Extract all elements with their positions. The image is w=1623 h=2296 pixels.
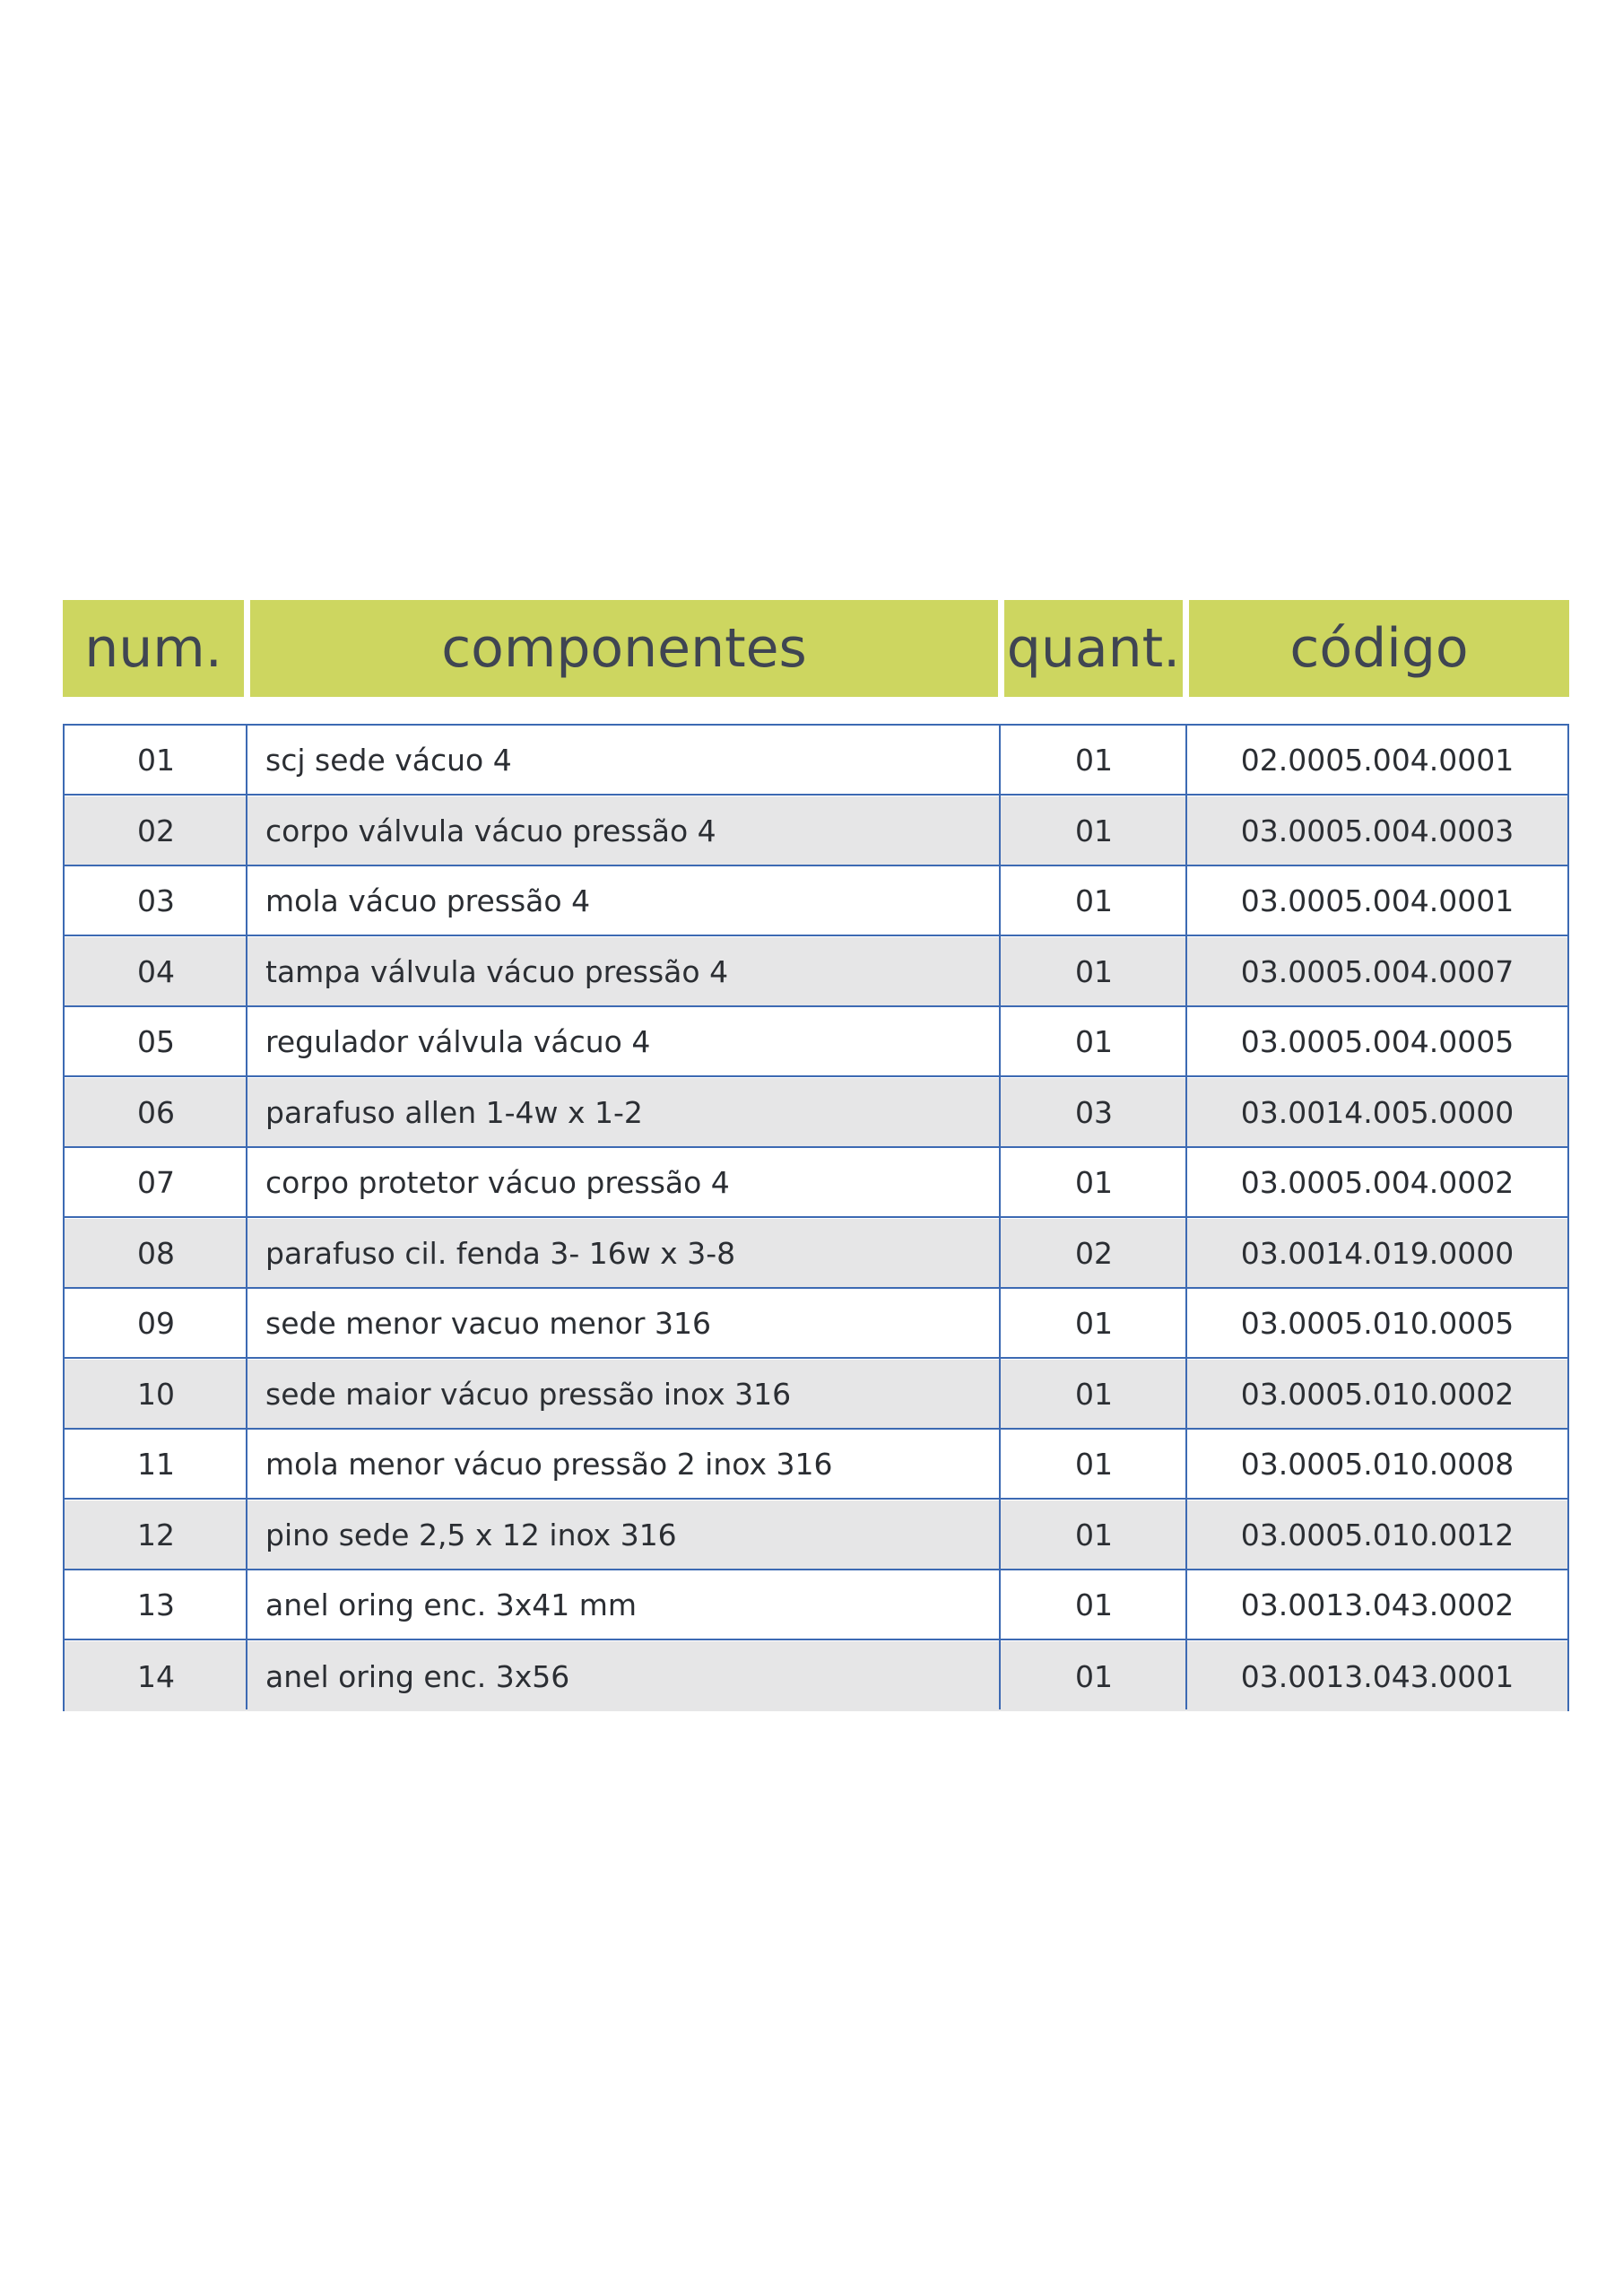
table-row: [65, 1641, 1567, 1711]
row-quantity: 01: [1075, 1376, 1113, 1412]
row-component: parafuso allen 1-4w x 1-2: [265, 1094, 643, 1130]
header-quantity: quant.: [1004, 600, 1183, 697]
row-code: 03.0014.005.0000: [1240, 1094, 1515, 1130]
row-code: 03.0014.019.0000: [1240, 1235, 1515, 1271]
row-component: parafuso cil. fenda 3- 16w x 3-8: [265, 1235, 736, 1271]
row-num: 03: [137, 883, 175, 918]
row-code: 03.0005.010.0008: [1240, 1446, 1515, 1482]
table-row: [65, 1148, 1567, 1218]
row-quantity: 01: [1075, 1446, 1113, 1482]
row-num: 05: [137, 1023, 175, 1059]
row-component: anel oring enc. 3x41 mm: [265, 1587, 638, 1622]
row-num: 01: [137, 742, 175, 778]
table-row: [65, 866, 1567, 936]
row-quantity: 01: [1075, 1023, 1113, 1059]
row-quantity: 01: [1075, 953, 1113, 989]
row-code: 03.0005.010.0012: [1240, 1517, 1515, 1552]
parts-table: [63, 724, 1569, 1711]
row-component: regulador válvula vácuo 4: [265, 1023, 651, 1059]
row-num: 07: [137, 1164, 175, 1200]
column-divider: [246, 726, 247, 1709]
row-component: sede menor vacuo menor 316: [265, 1305, 711, 1341]
table-row: [65, 1219, 1567, 1289]
table-row: [65, 1430, 1567, 1500]
row-quantity: 03: [1075, 1094, 1113, 1130]
row-num: 09: [137, 1305, 175, 1341]
row-code: 03.0005.004.0007: [1240, 953, 1515, 989]
row-quantity: 01: [1075, 742, 1113, 778]
row-num: 11: [137, 1446, 175, 1482]
row-component: sede maior vácuo pressão inox 316: [265, 1376, 792, 1412]
table-row: [65, 1360, 1567, 1430]
row-component: mola menor vácuo pressão 2 inox 316: [265, 1446, 833, 1482]
table-header: [63, 600, 1569, 697]
row-quantity: 01: [1075, 1587, 1113, 1622]
table-row: [65, 1078, 1567, 1148]
table-row: [65, 1500, 1567, 1570]
row-quantity: 01: [1075, 1517, 1113, 1552]
row-num: 12: [137, 1517, 175, 1552]
table-row: [65, 796, 1567, 866]
table-row: [65, 1570, 1567, 1640]
row-quantity: 01: [1075, 813, 1113, 848]
row-code: 03.0005.004.0002: [1240, 1164, 1515, 1200]
header-code: código: [1189, 600, 1569, 697]
row-num: 02: [137, 813, 175, 848]
row-quantity: 01: [1075, 1658, 1113, 1694]
column-divider: [999, 726, 1001, 1709]
row-component: tampa válvula vácuo pressão 4: [265, 953, 729, 989]
table-row: [65, 1007, 1567, 1077]
row-num: 04: [137, 953, 175, 989]
row-num: 08: [137, 1235, 175, 1271]
row-code: 03.0013.043.0001: [1240, 1658, 1515, 1694]
table-row: [65, 1289, 1567, 1359]
header-components: componentes: [250, 600, 998, 697]
column-divider: [1185, 726, 1187, 1709]
row-quantity: 02: [1075, 1235, 1113, 1271]
row-component: scj sede vácuo 4: [265, 742, 512, 778]
row-quantity: 01: [1075, 883, 1113, 918]
row-num: 13: [137, 1587, 175, 1622]
header-num: num.: [63, 600, 244, 697]
row-code: 03.0005.004.0003: [1240, 813, 1515, 848]
row-component: anel oring enc. 3x56: [265, 1658, 570, 1694]
row-quantity: 01: [1075, 1305, 1113, 1341]
row-num: 14: [137, 1658, 175, 1694]
table-row: [65, 937, 1567, 1007]
row-num: 10: [137, 1376, 175, 1412]
table-row: [65, 726, 1567, 796]
row-code: 03.0005.010.0002: [1240, 1376, 1515, 1412]
row-code: 03.0013.043.0002: [1240, 1587, 1515, 1622]
row-component: mola vácuo pressão 4: [265, 883, 591, 918]
row-code: 02.0005.004.0001: [1240, 742, 1515, 778]
row-component: corpo protetor vácuo pressão 4: [265, 1164, 730, 1200]
row-quantity: 01: [1075, 1164, 1113, 1200]
row-num: 06: [137, 1094, 175, 1130]
row-code: 03.0005.010.0005: [1240, 1305, 1515, 1341]
row-component: pino sede 2,5 x 12 inox 316: [265, 1517, 677, 1552]
row-code: 03.0005.004.0001: [1240, 883, 1515, 918]
row-component: corpo válvula vácuo pressão 4: [265, 813, 716, 848]
row-code: 03.0005.004.0005: [1240, 1023, 1515, 1059]
